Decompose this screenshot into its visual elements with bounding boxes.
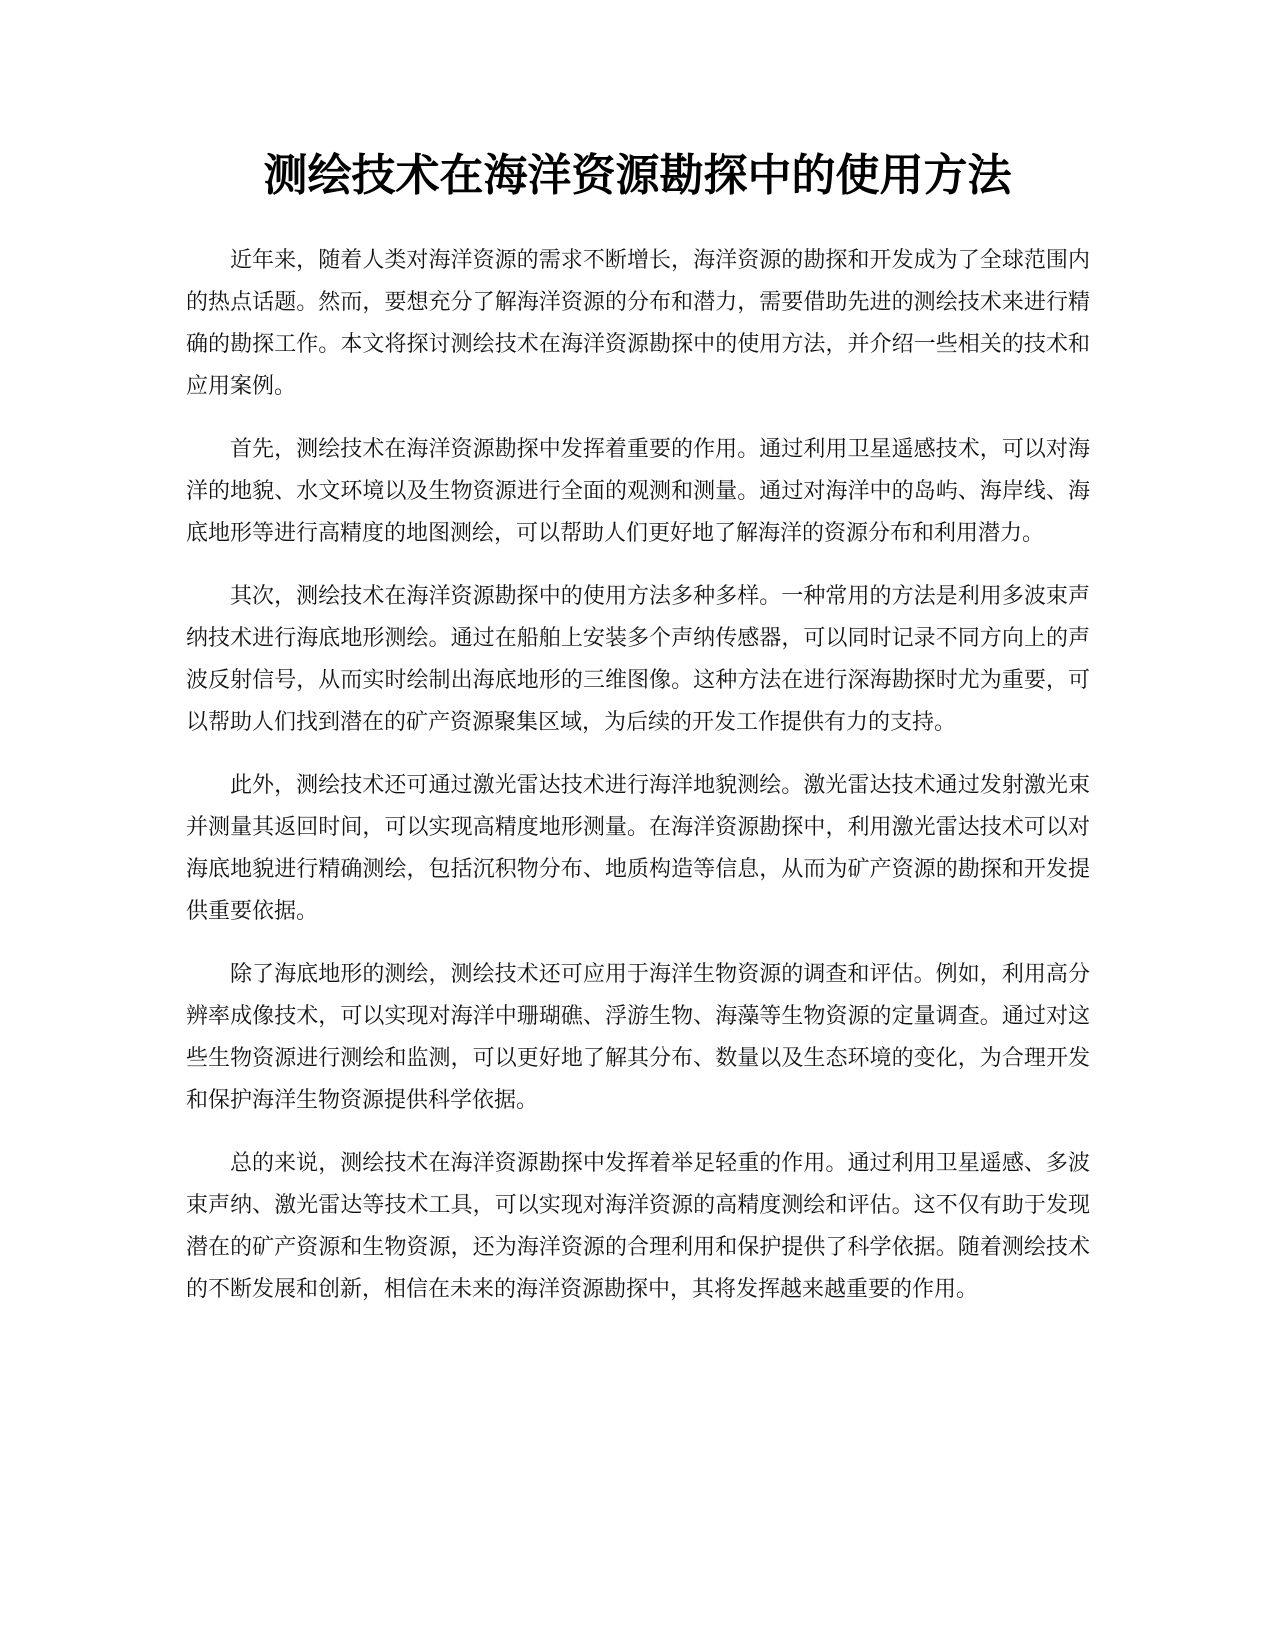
paragraph-multibeam-sonar: 其次，测绘技术在海洋资源勘探中的使用方法多种多样。一种常用的方法是利用多波束声纳技术进行海底地形测绘。通过在船舶上安装多个声纳传感器，可以同时记录不同方向上的声波反射信号，从而实时绘制出海底地形的三维图像。这种方法在进行深海勘探时尤为重要，可以帮助人们找到潜在的矿产资源聚集区域，为后续的开发工作提供有力的支持。	[186, 584, 1090, 735]
paragraph-remote-sensing: 首先，测绘技术在海洋资源勘探中发挥着重要的作用。通过利用卫星遥感技术，可以对海洋的地貌、水文环境以及生物资源进行全面的观测和测量。通过对海洋中的岛屿、海岸线、海底地形等进行高精度的地图测绘，可以帮助人们更好地了解海洋的资源分布和利用潜力。	[186, 437, 1090, 546]
paragraph-lidar: 此外，测绘技术还可通过激光雷达技术进行海洋地貌测绘。激光雷达技术通过发射激光束并测量其返回时间，可以实现高精度地形测量。在海洋资源勘探中，利用激光雷达技术可以对海底地貌进行精确测绘，包括沉积物分布、地质构造等信息，从而为矿产资源的勘探和开发提供重要依据。	[186, 773, 1090, 924]
paragraph-biological-survey: 除了海底地形的测绘，测绘技术还可应用于海洋生物资源的调查和评估。例如，利用高分辨率成像技术，可以实现对海洋中珊瑚礁、浮游生物、海藻等生物资源的定量调查。通过对这些生物资源进行测绘和监测，可以更好地了解其分布、数量以及生态环境的变化，为合理开发和保护海洋生物资源提供科学依据。	[186, 962, 1090, 1113]
document-body	[186, 240, 1090, 1332]
paragraph-conclusion: 总的来说，测绘技术在海洋资源勘探中发挥着举足轻重的作用。通过利用卫星遥感、多波束声纳、激光雷达等技术工具，可以实现对海洋资源的高精度测绘和评估。这不仅有助于发现潜在的矿产资源和生物资源，还为海洋资源的合理利用和保护提供了科学依据。随着测绘技术的不断发展和创新，相信在未来的海洋资源勘探中，其将发挥越来越重要的作用。	[186, 1151, 1090, 1302]
paragraph-intro: 近年来，随着人类对海洋资源的需求不断增长，海洋资源的勘探和开发成为了全球范围内的热点话题。然而，要想充分了解海洋资源的分布和潜力，需要借助先进的测绘技术来进行精确的勘探工作。本文将探讨测绘技术在海洋资源勘探中的使用方法，并介绍一些相关的技术和应用案例。	[186, 248, 1090, 399]
document-title: 测绘技术在海洋资源勘探中的使用方法	[263, 150, 1012, 201]
